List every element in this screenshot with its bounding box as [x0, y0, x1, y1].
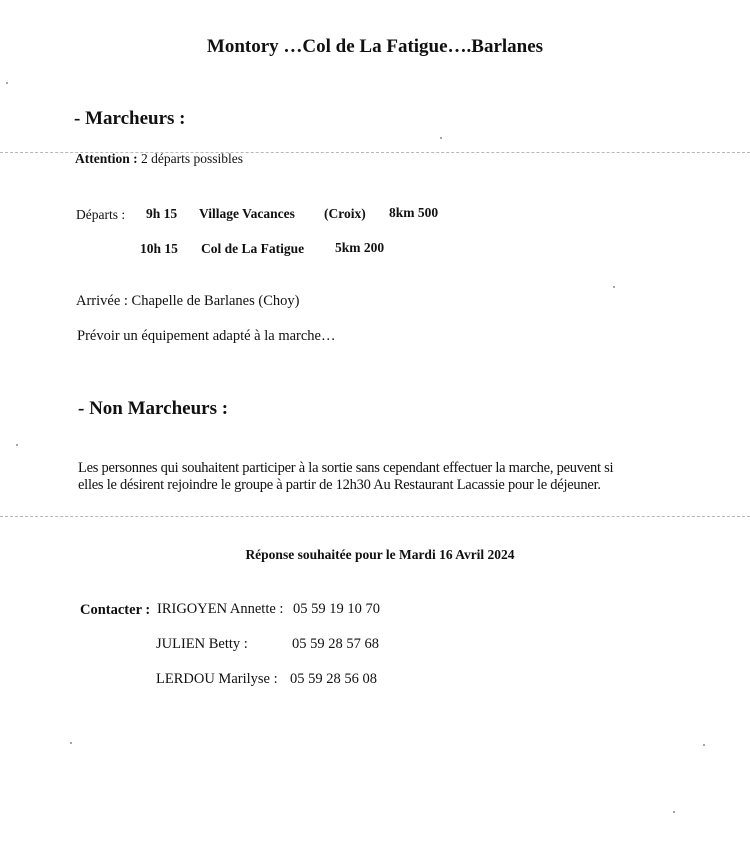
- attention-line: [75, 151, 243, 167]
- depart-1-note: (Croix): [324, 206, 366, 221]
- depart-1-time: 9h 15: [146, 206, 178, 221]
- scan-speck: [613, 286, 615, 288]
- depart-2-place: Col de La Fatigue: [201, 241, 305, 256]
- arrivee-line: Arrivée : Chapelle de Barlanes (Choy): [76, 293, 300, 309]
- depart-1-place: Village Vacances: [199, 206, 295, 221]
- non-marcheurs-heading: - Non Marcheurs :: [78, 398, 229, 419]
- page-title: Montory …Col de La Fatigue….Barlanes: [206, 36, 544, 57]
- scan-speck: [6, 82, 8, 84]
- contact-2-name: JULIEN Betty :: [156, 636, 248, 652]
- scan-speck: [70, 742, 72, 744]
- scan-speck: [16, 444, 18, 446]
- non-marcheurs-line-2: elles le désirent rejoindre le groupe à partir de 12h30 Au Restaurant Lacassie pour le déjeuner.: [78, 477, 601, 493]
- prevoir-line: Prévoir un équipement adapté à la marche…: [77, 328, 336, 344]
- scan-speck: [703, 744, 705, 746]
- contact-3-name: LERDOU Marilyse :: [156, 671, 278, 687]
- attention-text: 2 départs possibles: [137, 151, 243, 166]
- departs-label: Départs :: [76, 207, 126, 222]
- depart-2-time: 10h 15: [140, 241, 178, 256]
- non-marcheurs-line-1: Les personnes qui souhaitent participer à la sortie sans cependant effectuer la marche, peuvent si: [78, 460, 614, 476]
- fold-line-bottom: [0, 516, 750, 517]
- depart-2-distance: 5km 200: [335, 240, 385, 255]
- contact-1-name: IRIGOYEN Annette :: [157, 601, 284, 617]
- scan-speck: [673, 811, 675, 813]
- contact-1-phone: 05 59 19 10 70: [293, 601, 380, 617]
- marcheurs-heading: - Marcheurs :: [74, 108, 186, 129]
- attention-label: Attention :: [75, 151, 138, 166]
- contact-label: Contacter :: [80, 602, 151, 618]
- contact-2-phone: 05 59 28 57 68: [292, 636, 379, 652]
- contact-3-phone: 05 59 28 56 08: [290, 671, 377, 687]
- reponse-line: Réponse souhaitée pour le Mardi 16 Avril 2024: [245, 547, 515, 562]
- depart-1-distance: 8km 500: [389, 205, 439, 220]
- scan-speck: [440, 137, 442, 139]
